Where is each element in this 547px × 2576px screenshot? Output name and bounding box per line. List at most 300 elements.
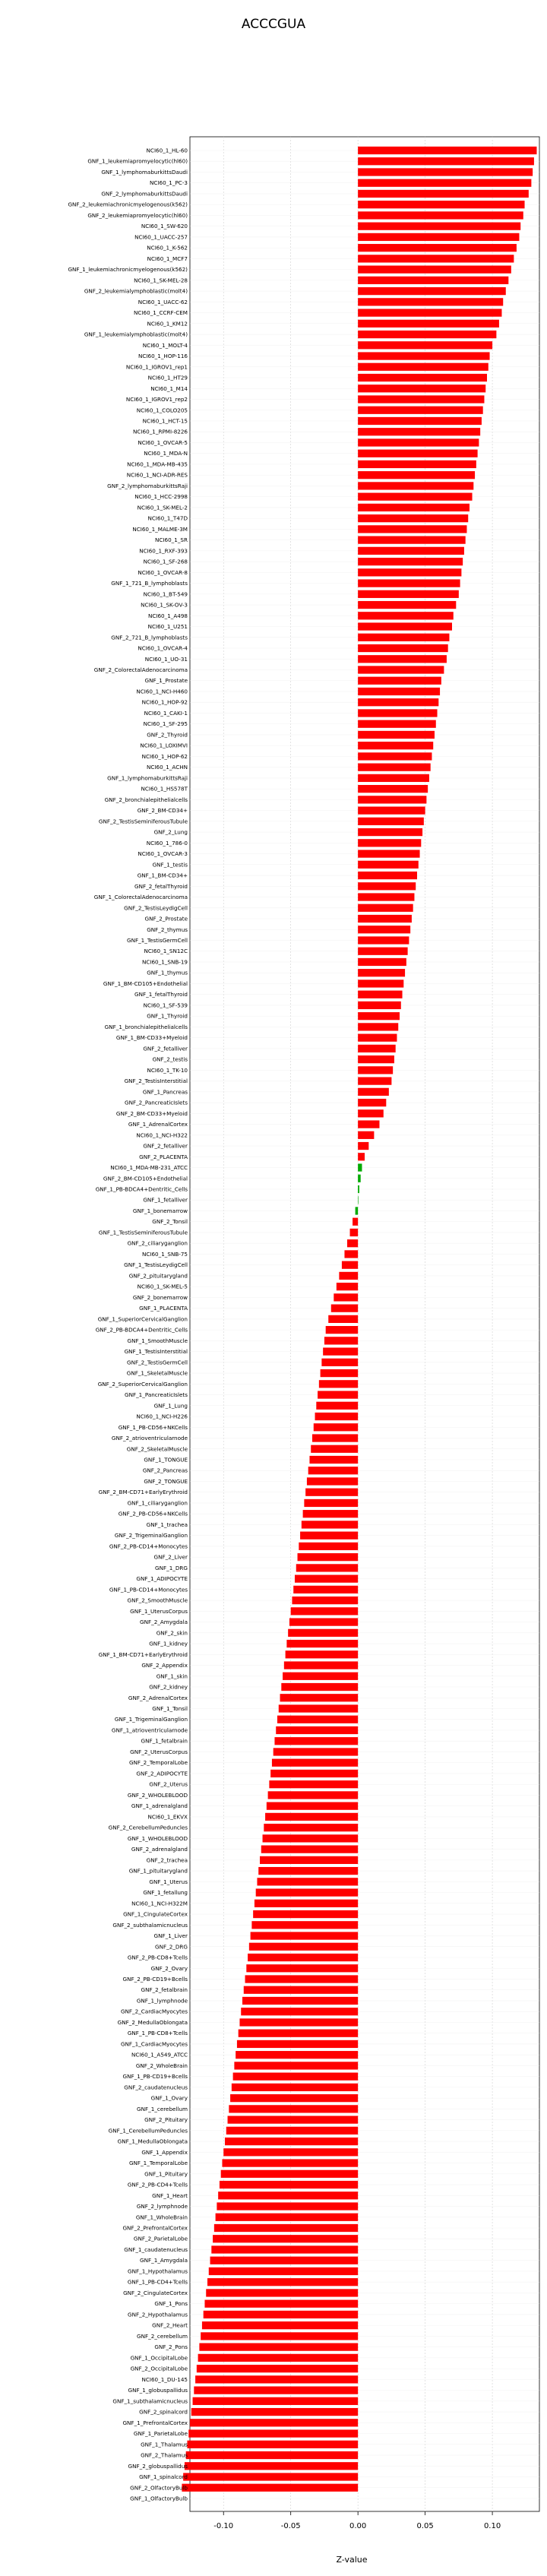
category-label-152: GNF_2_WHOLEBLOOD: [127, 1791, 188, 1799]
bar-92: [358, 1142, 368, 1150]
bar-115: [318, 1391, 358, 1398]
category-label-81: GNF_1_bronchialepithelialcells: [104, 1023, 188, 1030]
category-label-203: GNF_2_Pons: [154, 2343, 188, 2351]
category-label-196: GNF_1_Hypothalamus: [128, 2267, 188, 2275]
bar-32: [358, 493, 472, 501]
bar-108: [328, 1315, 358, 1323]
category-label-141: GNF_1_skin: [156, 1673, 188, 1680]
category-label-156: GNF_1_WHOLEBLOOD: [127, 1834, 188, 1842]
bar-189: [218, 2191, 358, 2199]
bar-41: [358, 590, 459, 598]
bar-16: [358, 320, 499, 328]
bar-207: [194, 2386, 358, 2394]
category-label-194: GNF_1_caudatenucleus: [124, 2245, 188, 2253]
category-label-187: GNF_1_Pituitary: [144, 2170, 188, 2178]
bar-149: [272, 1759, 358, 1767]
bar-80: [358, 1012, 400, 1020]
category-label-5: GNF_2_leukemiachronicmyelogenous(k562): [68, 201, 188, 208]
bar-139: [286, 1650, 359, 1658]
category-label-155: GNF_2_CerebellumPeduncles: [108, 1824, 188, 1831]
bar-69: [358, 893, 414, 900]
bar-81: [358, 1023, 398, 1030]
bar-214: [185, 2462, 358, 2470]
bar-107: [331, 1305, 358, 1312]
category-label-32: NCI60_1_HCC-2998: [134, 493, 188, 501]
bar-71: [358, 915, 412, 922]
category-label-12: NCI60_1_SK-MEL-28: [134, 277, 188, 284]
category-label-78: GNF_1_fetalThyroid: [134, 991, 188, 998]
category-label-217: GNF_1_OlfactoryBulb: [130, 2495, 188, 2502]
bar-11: [358, 266, 511, 274]
category-label-149: GNF_2_TemporalLobe: [128, 1759, 188, 1767]
bar-127: [302, 1521, 358, 1528]
category-label-127: GNF_1_trachea: [146, 1521, 188, 1528]
bar-34: [358, 514, 468, 522]
category-label-30: NCI60_1_NCI-ADR-RES: [126, 471, 188, 479]
category-label-25: NCI60_1_HCT-15: [142, 417, 188, 425]
bar-157: [261, 1845, 358, 1853]
bar-152: [268, 1791, 359, 1799]
bar-174: [239, 2030, 358, 2037]
bar-58: [358, 774, 429, 782]
x-tick-label-2: 0.00: [349, 2522, 367, 2530]
bar-66: [358, 861, 419, 869]
bar-200: [204, 2311, 358, 2318]
category-label-130: GNF_2_Liver: [153, 1553, 188, 1561]
category-label-200: GNF_2_Hypothalamus: [128, 2311, 188, 2318]
bar-18: [358, 341, 492, 349]
category-label-98: GNF_1_bonemarrow: [132, 1207, 188, 1214]
chart-title: ACCCGUA: [241, 17, 306, 32]
category-label-106: GNF_2_bonemarrow: [132, 1293, 188, 1301]
category-label-96: GNF_1_PB-BDCA4+Dentritic_Cells: [95, 1185, 188, 1193]
category-label-189: GNF_1_Heart: [152, 2191, 188, 2199]
bar-177: [234, 2062, 358, 2069]
bar-164: [251, 1921, 358, 1929]
category-label-87: GNF_1_Pancreas: [142, 1088, 188, 1096]
x-tick-label-3: 0.05: [416, 2522, 434, 2530]
category-label-154: NCI60_1_EKVX: [147, 1813, 188, 1821]
bar-165: [251, 1932, 359, 1939]
category-label-73: GNF_1_TestisGermCell: [127, 936, 188, 944]
category-label-168: GNF_2_Ovary: [150, 1964, 188, 1972]
category-label-124: GNF_2_BM-CD71+EarlyErythroid: [98, 1489, 188, 1496]
category-label-29: NCI60_1_MDA-MB-435: [127, 460, 188, 468]
bar-187: [221, 2170, 358, 2178]
category-label-144: GNF_1_Tonsil: [152, 1705, 188, 1713]
bar-84: [358, 1055, 394, 1063]
bar-144: [279, 1704, 358, 1712]
category-label-58: GNF_1_lymphomaburkittsRaji: [107, 774, 188, 782]
category-label-61: GNF_2_BM-CD34+: [137, 807, 188, 815]
bar-123: [307, 1477, 358, 1485]
bar-178: [233, 2073, 359, 2081]
bar-205: [197, 2365, 358, 2372]
bar-206: [195, 2375, 358, 2383]
bar-160: [257, 1878, 358, 1885]
category-label-111: GNF_1_TestisInterstitial: [124, 1348, 188, 1356]
category-label-191: GNF_1_WholeBrain: [135, 2214, 188, 2221]
category-label-0: NCI60_1_HL-60: [146, 147, 188, 154]
category-label-47: NCI60_1_UO-31: [144, 655, 188, 663]
bar-180: [230, 2094, 358, 2102]
bar-196: [209, 2267, 358, 2275]
category-label-167: GNF_2_PB-CD8+Tcells: [127, 1954, 188, 1961]
category-label-161: GNF_1_fetallung: [143, 1889, 188, 1897]
category-label-117: NCI60_1_NCI-H226: [136, 1413, 188, 1420]
bar-155: [264, 1824, 358, 1831]
bar-72: [358, 926, 410, 933]
category-label-55: NCI60_1_LOXIMVI: [140, 742, 188, 749]
category-label-146: GNF_1_atrioventricularnode: [111, 1726, 188, 1734]
category-label-138: GNF_1_kidney: [149, 1640, 188, 1647]
bar-129: [299, 1543, 358, 1550]
bar-183: [226, 2127, 358, 2135]
bar-134: [292, 1597, 358, 1604]
bar-26: [358, 428, 480, 435]
bar-110: [324, 1337, 358, 1344]
category-label-103: GNF_1_TestisLeydigCell: [124, 1261, 188, 1269]
bar-181: [229, 2105, 358, 2112]
bar-29: [358, 460, 476, 468]
category-label-125: GNF_1_ciliaryganglion: [127, 1499, 188, 1507]
category-label-147: GNF_1_fetalbrain: [141, 1737, 188, 1745]
category-label-166: GNF_2_DRG: [155, 1943, 188, 1951]
category-label-44: NCI60_1_U251: [147, 623, 188, 631]
bar-166: [249, 1943, 358, 1951]
bar-50: [358, 688, 440, 695]
bar-199: [204, 2300, 358, 2308]
bar-172: [241, 2008, 358, 2015]
category-label-16: NCI60_1_KM12: [147, 320, 188, 328]
bar-111: [323, 1347, 358, 1355]
category-label-180: GNF_1_Ovary: [150, 2094, 188, 2102]
bar-112: [321, 1359, 358, 1366]
bar-77: [358, 979, 403, 987]
category-label-41: NCI60_1_BT-549: [143, 590, 188, 598]
bar-135: [291, 1607, 358, 1615]
bar-101: [347, 1239, 358, 1247]
category-label-126: GNF_2_PB-CD56+NKCells: [118, 1510, 188, 1517]
category-labels: [68, 147, 188, 2502]
category-label-27: NCI60_1_OVCAR-5: [138, 438, 188, 446]
category-label-110: GNF_1_SmoothMuscle: [127, 1337, 188, 1344]
category-label-21: NCI60_1_HT29: [147, 374, 188, 381]
category-label-22: NCI60_1_M14: [150, 385, 188, 392]
category-label-192: GNF_2_PrefrontalCortex: [122, 2224, 188, 2232]
bar-61: [358, 806, 425, 814]
bar-86: [358, 1077, 391, 1084]
category-label-65: NCI60_1_OVCAR-3: [138, 850, 188, 858]
category-label-18: NCI60_1_MOLT-4: [142, 341, 188, 349]
bar-51: [358, 698, 438, 706]
bar-25: [358, 417, 482, 425]
bar-95: [358, 1175, 361, 1182]
category-label-50: NCI60_1_NCI-H460: [136, 688, 188, 695]
bar-87: [358, 1088, 389, 1096]
category-label-76: GNF_1_thymus: [147, 969, 188, 976]
bar-44: [358, 622, 452, 630]
bar-57: [358, 764, 431, 771]
category-label-112: GNF_2_TestisGermCell: [127, 1359, 188, 1366]
category-label-140: GNF_2_Appendix: [141, 1662, 188, 1669]
category-label-135: GNF_1_UterusCorpus: [130, 1607, 188, 1615]
bar-136: [289, 1618, 358, 1625]
category-label-113: GNF_1_SkeletalMuscle: [126, 1369, 188, 1377]
bar-209: [191, 2408, 358, 2416]
category-label-42: NCI60_1_SK-OV-3: [141, 601, 188, 609]
category-label-66: GNF_1_testis: [152, 861, 188, 869]
category-label-60: GNF_2_bronchialepithelialcells: [104, 796, 188, 803]
category-label-100: GNF_1_TestisSeminiferousTubule: [98, 1229, 188, 1236]
bar-7: [358, 223, 520, 230]
bar-128: [300, 1532, 358, 1540]
category-label-131: GNF_1_DRG: [155, 1564, 188, 1571]
bar-211: [188, 2429, 358, 2437]
bar-21: [358, 374, 487, 381]
bar-104: [339, 1272, 358, 1280]
bar-60: [358, 796, 426, 803]
category-label-10: NCI60_1_MCF7: [147, 255, 188, 262]
category-label-206: NCI60_1_DU-145: [141, 2375, 188, 2383]
bar-191: [216, 2214, 359, 2221]
category-label-7: NCI60_1_SW-620: [141, 223, 188, 230]
bar-117: [315, 1413, 359, 1420]
bar-3: [358, 179, 531, 187]
bar-97: [358, 1196, 359, 1204]
bar-173: [239, 2018, 358, 2026]
category-label-137: GNF_2_skin: [156, 1629, 188, 1637]
category-label-201: GNF_2_Heart: [152, 2321, 188, 2329]
category-label-88: GNF_2_PancreaticIslets: [125, 1099, 188, 1106]
category-label-70: GNF_2_TestisLeydigCell: [124, 904, 188, 912]
bar-67: [358, 872, 417, 879]
bar-45: [358, 634, 449, 641]
category-label-33: NCI60_1_SK-MEL-2: [137, 504, 188, 511]
bar-20: [358, 363, 489, 371]
bar-100: [350, 1229, 359, 1236]
category-label-107: GNF_1_PLACENTA: [139, 1305, 188, 1312]
bar-109: [326, 1326, 358, 1334]
bar-49: [358, 677, 441, 685]
bar-151: [269, 1780, 358, 1788]
bar-114: [319, 1380, 358, 1388]
category-label-186: GNF_1_TemporalLobe: [128, 2160, 188, 2167]
bar-2: [358, 168, 533, 176]
category-label-143: GNF_2_AdrenalCortex: [128, 1694, 188, 1701]
category-label-52: NCI60_1_CAKI-1: [144, 709, 188, 717]
category-label-48: GNF_2_ColorectalAdenocarcinoma: [93, 666, 188, 674]
category-label-190: GNF_2_lymphnode: [136, 2203, 188, 2210]
category-label-59: NCI60_1_HS578T: [141, 785, 188, 793]
category-label-8: NCI60_1_UACC-257: [134, 233, 188, 241]
category-label-71: GNF_2_Prostate: [144, 915, 188, 922]
category-label-68: GNF_2_fetalThyroid: [134, 882, 188, 890]
bar-113: [321, 1369, 359, 1377]
bar-1: [358, 157, 534, 165]
category-label-4: GNF_2_lymphomaburkittsDaudi: [101, 190, 188, 198]
bar-121: [309, 1456, 358, 1464]
bar-19: [358, 352, 489, 359]
bar-150: [270, 1770, 358, 1777]
category-label-49: GNF_1_Prostate: [144, 677, 188, 685]
bar-17: [358, 331, 496, 338]
category-label-75: NCI60_1_SNB-19: [141, 958, 188, 966]
category-label-148: GNF_2_UterusCorpus: [130, 1748, 188, 1755]
bar-161: [256, 1888, 358, 1896]
category-label-210: GNF_1_PrefrontalCortex: [122, 2419, 188, 2426]
category-label-176: NCI60_1_A549_ATCC: [131, 2051, 188, 2059]
bar-23: [358, 395, 484, 403]
category-label-38: NCI60_1_SF-268: [143, 558, 188, 565]
category-label-1: GNF_1_leukemiapromyelocytic(hl60): [87, 157, 188, 165]
x-tick-label-0: -0.10: [213, 2522, 234, 2530]
category-label-150: GNF_2_ADIPOCYTE: [136, 1770, 188, 1777]
category-label-188: GNF_2_PB-CD4+Tcells: [127, 2181, 188, 2188]
bar-102: [344, 1250, 358, 1258]
category-label-11: GNF_1_leukemiachronicmyelogenous(k562): [68, 266, 188, 274]
category-label-165: GNF_1_Liver: [153, 1932, 188, 1940]
category-label-54: GNF_2_Thyroid: [147, 731, 188, 739]
category-label-139: GNF_1_BM-CD71+EarlyErythroid: [98, 1650, 188, 1658]
category-label-202: GNF_2_cerebellum: [137, 2332, 188, 2340]
category-label-208: GNF_1_subthalamicnucleus: [112, 2397, 188, 2405]
bar-169: [245, 1975, 359, 1983]
bar-142: [281, 1683, 358, 1691]
category-label-114: GNF_2_SuperiorCervicalGanglion: [97, 1380, 188, 1388]
bar-140: [284, 1661, 358, 1669]
category-label-93: GNF_2_PLACENTA: [139, 1153, 188, 1160]
category-label-91: NCI60_1_NCI-H322: [136, 1131, 188, 1139]
bar-146: [276, 1726, 358, 1734]
category-label-92: GNF_2_fetalliver: [143, 1142, 188, 1150]
category-label-142: GNF_2_kidney: [149, 1683, 188, 1691]
category-label-86: GNF_2_TestisInterstitial: [124, 1078, 188, 1085]
bar-204: [198, 2354, 359, 2362]
bar-168: [246, 1964, 358, 1972]
category-label-14: NCI60_1_UACC-62: [138, 298, 188, 305]
bar-163: [253, 1910, 358, 1918]
category-label-212: GNF_1_Thalamus: [141, 2441, 188, 2448]
category-label-67: GNF_1_BM-CD34+: [137, 872, 188, 879]
bar-143: [280, 1694, 359, 1701]
bar-68: [358, 882, 416, 890]
bar-4: [358, 190, 529, 198]
category-label-23: NCI60_1_IGROV1_rep2: [125, 396, 188, 403]
bar-90: [358, 1120, 379, 1128]
bar-36: [358, 536, 466, 544]
bar-159: [258, 1867, 358, 1875]
category-label-90: GNF_1_AdrenalCortex: [128, 1121, 188, 1128]
category-label-35: NCI60_1_MALME-3M: [132, 525, 188, 533]
bar-88: [358, 1099, 386, 1106]
bar-120: [311, 1445, 358, 1453]
bar-195: [210, 2257, 359, 2264]
category-label-173: GNF_2_MedullaOblongata: [117, 2018, 188, 2026]
category-label-170: GNF_2_fetalbrain: [141, 1986, 188, 1994]
category-label-145: GNF_1_TrigeminalGanglion: [114, 1716, 188, 1723]
category-label-9: NCI60_1_K-562: [147, 244, 188, 252]
category-label-115: GNF_1_PancreaticIslets: [125, 1391, 188, 1399]
category-label-46: NCI60_1_OVCAR-4: [138, 644, 188, 652]
bar-131: [296, 1564, 358, 1571]
bar-198: [206, 2289, 358, 2296]
category-label-122: GNF_2_Pancreas: [142, 1467, 188, 1474]
category-label-129: GNF_2_PB-CD14+Monocytes: [109, 1543, 188, 1550]
bar-194: [211, 2245, 358, 2253]
bar-171: [242, 1997, 358, 2005]
bar-106: [334, 1293, 358, 1301]
category-label-133: GNF_1_PB-CD14+Monocytes: [109, 1586, 188, 1593]
bar-31: [358, 482, 473, 489]
bar-184: [225, 2138, 358, 2145]
category-label-157: GNF_2_adrenalgland: [131, 1846, 188, 1853]
bar-185: [223, 2148, 358, 2156]
category-label-37: NCI60_1_RXF-393: [139, 547, 188, 555]
category-label-77: GNF_1_BM-CD105+Endothelial: [103, 979, 188, 987]
bar-93: [358, 1153, 365, 1160]
bar-6: [358, 211, 523, 219]
bar-30: [358, 471, 475, 479]
bar-33: [358, 504, 470, 511]
bar-10: [358, 255, 514, 262]
bar-141: [283, 1673, 358, 1680]
bar-74: [358, 948, 407, 955]
category-label-175: GNF_1_CardiacMyocytes: [120, 2040, 188, 2048]
category-label-179: GNF_2_caudatenucleus: [124, 2084, 188, 2091]
category-label-39: NCI60_1_OVCAR-8: [138, 568, 188, 576]
category-label-34: NCI60_1_T47D: [147, 514, 188, 522]
category-label-17: GNF_1_leukemialymphoblastic(molt4): [84, 331, 188, 338]
category-label-216: GNF_2_OlfactoryBulb: [130, 2484, 188, 2492]
category-label-56: NCI60_1_HOP-62: [141, 752, 188, 760]
category-label-213: GNF_2_Thalamus: [141, 2451, 188, 2459]
category-label-57: NCI60_1_ACHN: [146, 764, 188, 771]
bar-46: [358, 644, 448, 652]
bar-83: [358, 1045, 396, 1052]
category-label-108: GNF_1_SuperiorCervicalGanglion: [97, 1315, 188, 1323]
bar-190: [217, 2202, 358, 2210]
category-label-64: NCI60_1_786-0: [146, 839, 188, 847]
bar-53: [358, 720, 436, 728]
bar-42: [358, 601, 456, 609]
x-axis-ticks: [213, 2511, 501, 2530]
category-label-174: GNF_1_PB-CD8+Tcells: [127, 2030, 188, 2037]
bar-12: [358, 277, 508, 284]
category-label-94: NCI60_1_MDA-MB-231_ATCC: [110, 1164, 188, 1172]
category-label-74: NCI60_1_SN12C: [144, 948, 188, 955]
category-label-6: GNF_2_leukemiapromyelocytic(hl60): [87, 211, 188, 219]
category-label-62: GNF_2_TestisSeminiferousTubule: [98, 818, 188, 825]
bar-202: [201, 2332, 358, 2340]
bar-215: [183, 2473, 358, 2480]
bar-212: [187, 2441, 358, 2448]
bar-153: [267, 1802, 358, 1810]
bar-76: [358, 969, 405, 976]
bar-5: [358, 201, 524, 208]
bar-126: [303, 1510, 359, 1517]
bar-197: [207, 2278, 358, 2286]
bar-162: [255, 1900, 358, 1907]
bar-43: [358, 612, 454, 619]
category-label-85: NCI60_1_TK-10: [147, 1066, 188, 1074]
category-label-204: GNF_1_OccipitalLobe: [130, 2354, 188, 2362]
category-label-198: GNF_2_CingulateCortex: [123, 2289, 188, 2296]
category-label-214: GNF_2_globuspallidus: [128, 2462, 188, 2470]
category-label-185: GNF_1_Appendix: [141, 2148, 188, 2156]
category-label-40: GNF_1_721_B_lymphoblasts: [111, 580, 188, 587]
category-label-97: GNF_1_fetalliver: [143, 1196, 188, 1204]
